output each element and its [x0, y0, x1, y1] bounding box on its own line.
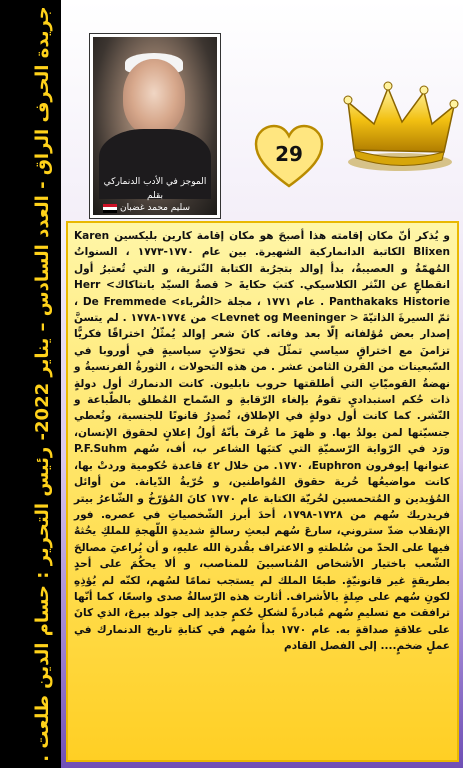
author-photo — [90, 34, 220, 218]
photo-caption-by: بقلم — [146, 191, 164, 201]
flag-icon — [103, 204, 117, 213]
side-banner — [0, 0, 61, 768]
page-number: 29 — [275, 142, 303, 166]
photo-body — [99, 129, 211, 199]
photo-face — [123, 59, 185, 135]
photo-caption-title: الموجز في الأدب الدنماركي — [103, 177, 207, 187]
crown-icon — [340, 78, 460, 173]
side-banner-text: جريدة الحرف الراق - العدد السادس – يناير 2022- رئيس التحرير : حسام الدين طلعت . — [32, 6, 53, 762]
photo-caption-author: سليم محمد غضبان — [119, 203, 191, 213]
page-number-badge — [254, 124, 324, 190]
article-body: و يُذكر أنّ مكان إقامته هذا أصبحَ هو مكان إقامة كارين بليكسين Karen Blixen الكاتبة الدانماركية الشهيرة. بين عام ١٧٧٠-١٧٧٣ ، السنواتُ المُهمّةُ و العصيبةُ، بدأ إوالد بتجرُبة الكتابة النّثرية، و التي تُعتبرُ أول انقطاعٍ عن النّثر الكلاسيكي. كتبَ حكايةَ < قصةُ السيّد بانتاكاك> Herr Panthakaks Historie . عام ١٧٧١ ، مجلة <الغُرباء> De Fremmede ، ثمّ السيرةَ الذاتيّةَ < Levnet og Meeninger> من ١٧٧٤-١٧٧٨ . لم يتسنَّ إصدار بعض مُؤلفاته إلّا بعد وفاته. كانَ شعر إوالد يُمثّلُ اختراقًا فكريًّا تزامنَ مع اختراقٍ سياسي تمثّلَ في تحوّلاتٍ سياسيةٍ في أوروبا في السّبعينات من القرن الثامن عشر . من هذه التحولات ، الثورةُ الفرنسيةُ و نهضةُ القوميّاتِ التي أطلقتها حروب نابليون. كانت الدنمارك أول دولةٍ ذات حُكم استبداديِ تقومُ بإلغاء الرّقابةِ و السّماح المُطلق بالطّباعة و النّشر. كما كانت أول دولةٍ في الإطلاق، تُصدِرُ قانونًا للجنسية، وتُعطي جنسيّتها لمن يولدُ بها. و ظهرَ ما عُرفَ بأنّهُ أولُ إعلانٍ لحقوق الإنسان، ورَد في الرّواية الرّسميّةِ التي كتبَها الشاعر ب، أف، سُهم P.F.Suhm عنوانها إيوفرون Euphron، ١٧٧٠. من خلال ٤٢ قاعدة حُكومية وردتْ بها، كانت مواضيعُها حُرية حقوق المُواطنين، و حُرّيةُ الدّيانة. من أوائل المُؤيدين و المُتحمسين لحُريّة الكتابة عام ١٧٧٠ كانَ المُؤرّخُ و الشّاعرُ بيتر فريدريك سُهم من ١٧٢٨-١٧٩٨، أحدَ أبرز الشّخصياتِ في عصره. فور الإنقلاب ضدّ ستروني، سارعَ سُهم لبعثِ رسالةٍ شديدةِ اللّهجةِ للملكِ يحُثهُ فيها على الحدّ من سُلطتهِ و الاعتراف بقُدرة الله عليهِ، و أن يُراعيَ مصالحَ الشّعب باختيار الأشخاص المُناسبينَ للمناصب، و ألا يحكُمَ على أحدٍ بطريقةٍ غير قانونيّةٍ. طبعًا الملك لم يستجب تمامًا لسُهم، لكنّه لم يُؤذِهِ لكونِ سُهم على صِلةٍ بالأشراف. أثارت هذه الرّسالةُ صدى واسعًا، كما أنّها ترافقت مع تسليمِ سُهم مُبادرةً لشكلِ حُكمٍ جديد إلى جولد بيرغ، الذي كانَ على علاقةٍ صداقةٍ به. عام ١٧٧٠ بدأ سُهم في كتابةِ تاريخ الدنمارك في عملٍ ضخمٍ.... إلى الفصل القادم — [66, 221, 459, 762]
